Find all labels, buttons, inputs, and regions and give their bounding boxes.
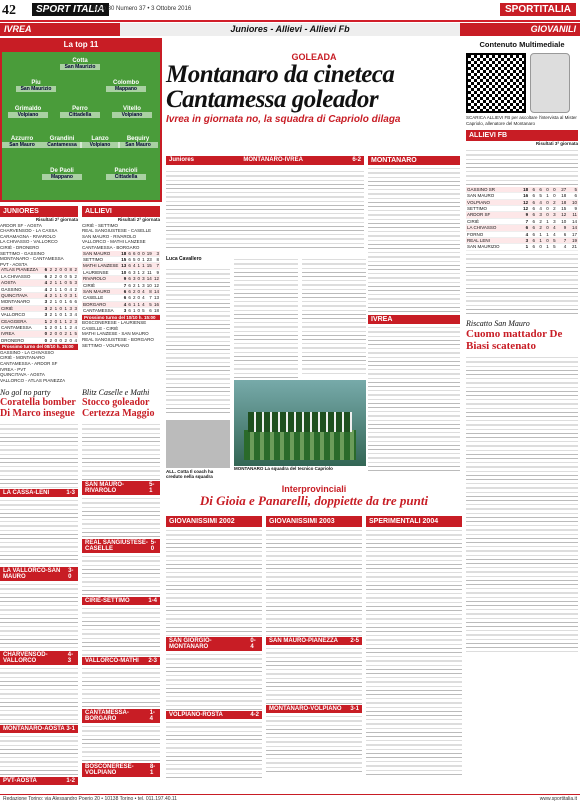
allievi-box [82,206,160,348]
side-center-match-6: BOSCONERESE-VOLPIANO 8-1 [82,763,160,777]
side-center-title: Blitz Caselle e Mathi [82,388,150,397]
player-7: Azzurro San Mauro [2,136,42,148]
side-center-match-4: VALLORCO-MATHI 2-3 [82,657,160,665]
juniores-next-title: Prossimo turno del 08/10 h. 15:00 [0,344,78,350]
table-row: ATLAS PIANEZZA 6 2 2 0 0 8 2 [1,267,77,273]
top11-box [0,38,162,202]
interprov-kicker: Interprovinciali [281,484,347,494]
main-article [166,52,462,125]
table-row: CIRIÈ 7 6 2 1 3 10 12 [83,282,159,288]
footer-address: Redazione Torino: via Alessandro Poerio 20 • 10138 Torino • tel. 011.197.40.11 [3,796,178,802]
giov2003-title: GIOVANISSIMI 2003 [266,516,362,527]
table-row: RIVAROLO 9 6 3 0 3 14 12 [83,276,159,282]
side-left-text-5 [0,733,78,777]
interprov-headline: Di Gioia e Panarelli, doppiette da tre punti [199,493,429,508]
interprovinciali [166,484,462,508]
side-center-text-4 [82,605,160,657]
giov2003-text [266,645,362,705]
main-headline: Montanaro da cineteca Cantamessa goleador [166,61,395,113]
main-deck: Ivrea in giornata no, la squadra di Capriolo dilaga [166,114,401,125]
player-5: Perro Cittadella [60,106,100,118]
side-left-match-5: PVT-AOSTA 1-2 [0,777,78,785]
giov2003-text-2 [266,713,362,773]
table-row: FORNO 4 6 1 1 4 6 17 [467,231,577,237]
riscatto-text [466,354,578,654]
juniores-box [0,206,78,383]
side-center-match-2: REAL SANGIUSTESE-CASELLE 5-0 [82,539,160,553]
table-row: SETTIMO 15 6 5 0 1 23 8 [83,256,159,262]
giov2002-box [166,516,262,779]
player-8: Grandini Cantamessa [42,136,82,148]
multimedia-title: Contenuto Multimediale [479,40,565,49]
photo-caption: MONTANARO La squadra del tecnico Capriolo [234,466,333,471]
juniores-results: ARDOR SF - AOSTA CHARVENSOD - LA CASSA CARAMAGNA - RIVAROLO LA CHIVASSO - VALLORCO CIRIÈ - DRONERO SETTIMO - GASSINO MONTANARO - CANTAMESSA PVT - AOSTA [0,222,64,267]
match-bar: Juniores MONTANARO-IVREA 6-2 [166,156,364,165]
table-row: SAN MAURO 18 6 6 0 0 19 3 [83,250,159,256]
ivrea-title: IVREA [368,315,460,324]
qr-caption: SCARICA ALLIEVI FB per ascoltare l'intervista al Mister Capriolo, allenatore del Montanaro [466,115,577,126]
issue-info: Anno 80 Numero 37 • 3 Ottobre 2016 [92,6,192,12]
section-center: Juniores - Allievi - Allievi Fb [120,23,460,36]
main-col-1 [166,266,230,416]
side-left-text [0,421,78,489]
giov2002-match-2: VOLPIANO-ROSTA 4-2 [166,711,262,719]
allievi-fb-results-title: Risultati 3ª giornata [535,141,578,147]
table-row: CIRIÈ 7 6 2 1 3 10 14 [467,218,577,224]
qr-code-icon[interactable] [466,53,526,113]
pitch [2,52,160,200]
player-1: Cotta San Maurizio [60,58,100,70]
side-left-match-1: LA CASSA-LENI 1-3 [0,489,78,497]
montanaro-box [368,156,460,474]
sperimentali-title: SPERIMENTALI 2004 [366,516,462,527]
table-row: VOLPIANO 12 6 4 0 2 18 10 [467,199,577,205]
montanaro-title: MONTANARO [368,156,460,165]
table-row: LAURIENSE 10 6 3 1 2 11 9 [83,269,159,275]
allievi-next: BOSCONERESE - LAURIENSE CASELLE - CIRIÈ MATHI LANZESE - SAN MAURO REAL SANGIUSTESE - BORGARO SETTIMO - VOLPIANO [82,320,154,348]
page-footer [0,794,580,804]
side-center-match-1: SAN MAURO-RIVAROLO 5-1 [82,481,160,495]
table-row: GASSINO SR 18 6 6 0 0 27 5 [467,186,577,192]
table-row: CEAGGERA 1 2 0 1 1 2 3 [1,318,77,324]
table-row: CANTAMESSA 3 6 1 0 5 6 18 [83,308,159,314]
table-row: SAN MAURO 6 6 2 0 4 8 14 [83,289,159,294]
juniores-title: JUNIORES [0,206,78,217]
allievi-fb-title: ALLIEVI FB [466,130,578,141]
allievi-title: ALLIEVI [82,206,160,217]
table-row: AOSTA 4 2 1 1 0 5 3 [1,280,77,286]
section-ivrea: IVREA [0,23,120,36]
page-header [0,0,580,22]
side-left-headline: Coratella bomber Di Marco insegue [0,397,76,419]
side-left-match-4: MONTANARO-AOSTA 3-1 [0,725,78,733]
top11-title: La top 11 [63,40,99,49]
table-row: GASSINO 4 2 1 1 0 4 2 [1,286,77,292]
table-row: SETTIMO 12 6 4 0 2 15 9 [467,206,577,211]
coach-caption: ALL. Cotta Il coach ha creduto nella squadra [166,469,214,479]
page-number: 42 [2,3,16,18]
ivrea-ratings [368,324,460,474]
phone-icon [530,53,570,113]
side-center-text-6 [82,723,160,763]
giov2002-standings [166,527,262,637]
side-left-match-2: LA VALLORCO-SAN MAURO 3-0 [0,567,78,581]
giov2003-match-1: SAN MAURO-PIANEZZA 2-5 [266,637,362,645]
table-row: SAN MAURIZIO 1 6 0 1 5 4 21 [467,244,577,250]
side-center-text-3 [82,553,160,597]
side-left-text-4 [0,665,78,725]
header-logo: SPORTITALIA [500,3,576,16]
juniores-results-title: Risultati 2ª giornata [35,217,78,222]
author: Luca Cavallero [166,256,202,262]
table-row: SAN MAURO 16 6 5 1 0 18 6 [467,193,577,199]
allievi-results-title: Risultati 2ª giornata [117,217,160,222]
riscatto-title: Riscatto San Mauro [466,318,530,328]
giov2002-match-1: SAN GIORGIO-MONTANARO 0-4 [166,637,262,651]
allievi-results: CIRIÈ - SETTIMO REAL SANGIUSTESE - CASELLE SAN MAURO - RIVAROLO VALLORCO - MATHI LANZESE CANTAMESSA - BORGARO [82,222,152,250]
table-row: REAL LENI 3 6 1 0 5 7 19 [467,238,577,244]
brand-logo: SPORT ITALIA [32,3,109,16]
allievi-fb-standings [466,187,578,251]
player-4: Grimaldo Volpiano [8,106,48,118]
table-row: CANTAMESSA 1 2 0 1 1 2 4 [1,325,77,330]
juniores-standings [0,267,78,344]
player-11: De Paoli Mappano [42,168,82,180]
giov2003-standings [266,527,362,637]
player-9: Lanzo Volpiano [80,136,120,148]
allievi-standings [82,251,160,315]
right-column [466,40,578,654]
table-row: CIRIÈ 3 2 1 0 1 3 3 [1,305,77,311]
table-row: LA CHIVASSO 6 6 2 0 4 9 14 [467,225,577,231]
allievi-fb-next [466,251,578,315]
side-center-match-5: CANTAMESSA-BORGARO 1-4 [82,709,160,723]
player-10: Bequiry San Mauro [118,136,158,148]
giov2002-text-2 [166,719,262,779]
table-row: CASELLE 6 6 2 0 4 7 13 [83,295,159,301]
sperimentali-box [366,516,462,777]
side-left-text-2 [0,497,78,567]
table-row: LA CHIVASSO 6 2 2 0 0 5 2 [1,273,77,279]
section-giovanili: GIOVANILI [460,23,580,36]
giov2003-match-2: MONTANARO-VOLPIANO 3-1 [266,705,362,713]
giov2003-box [266,516,362,773]
player-3: Colombo Mappano [106,80,146,92]
side-left-title: No gol no party [0,388,51,397]
side-center-text [82,421,160,481]
coach-photo [166,420,230,468]
riscatto-headline: Cuomo mattador De Biasi scatenato [466,327,563,352]
side-left-text-3 [0,581,78,651]
allievi-fb-results [466,147,578,187]
giov2002-title: GIOVANISSIMI 2002 [166,516,262,527]
match-report [166,168,364,250]
table-row: IVREA 0 2 0 0 2 1 5 [1,331,77,337]
main-kicker: GOLEADA [291,52,337,62]
player-12: Pancioli Cittadella [106,168,146,180]
side-left-article [0,388,78,785]
table-row: VALLORCO 3 2 1 0 1 3 4 [1,312,77,318]
sperimentali-content [366,527,462,777]
main-col-3 [302,256,366,376]
montanaro-ratings [368,165,460,315]
table-row: DRONERO 0 2 0 0 2 0 4 [1,337,77,343]
side-center-match-3: CIRIÈ-SETTIMO 1-4 [82,597,160,605]
footer-link[interactable]: www.sportitalia.it [539,796,577,802]
team-photo [234,380,366,475]
giov2002-text [166,651,262,711]
table-row: QUINCITAVA 4 2 1 1 0 3 1 [1,292,77,298]
side-center-headline: Stocco goleador Certezza Maggio [82,397,155,419]
table-row: ARDOR SF 9 6 3 0 3 12 11 [467,212,577,218]
table-row: BORGARO 4 6 1 1 4 5 16 [83,301,159,307]
player-6: Vitello Volpiano [112,106,152,118]
juniores-next: GASSINO - LA CHIVASSO CIRIÈ - MONTANARO CANTAMESSA - ARDOR SF IVREA - PVT QUINCITAVA - AOSTA VALLORCO - ATLAS PIANEZZA [0,349,66,383]
allievi-next-title: Prossimo turno del 10/10 h. 15:00 [82,315,160,321]
table-row: MONTANARO 3 2 1 0 1 6 6 [1,299,77,305]
side-center-text-2 [82,495,160,539]
side-center-text-5 [82,665,160,709]
side-left-match-3: CHARVENSOD-VALLORCO 4-3 [0,651,78,665]
table-row: MATHI LANZESE 13 6 4 1 1 15 7 [83,263,159,269]
side-center-article [82,388,160,777]
player-2: Piu San Maurizio [16,80,56,92]
